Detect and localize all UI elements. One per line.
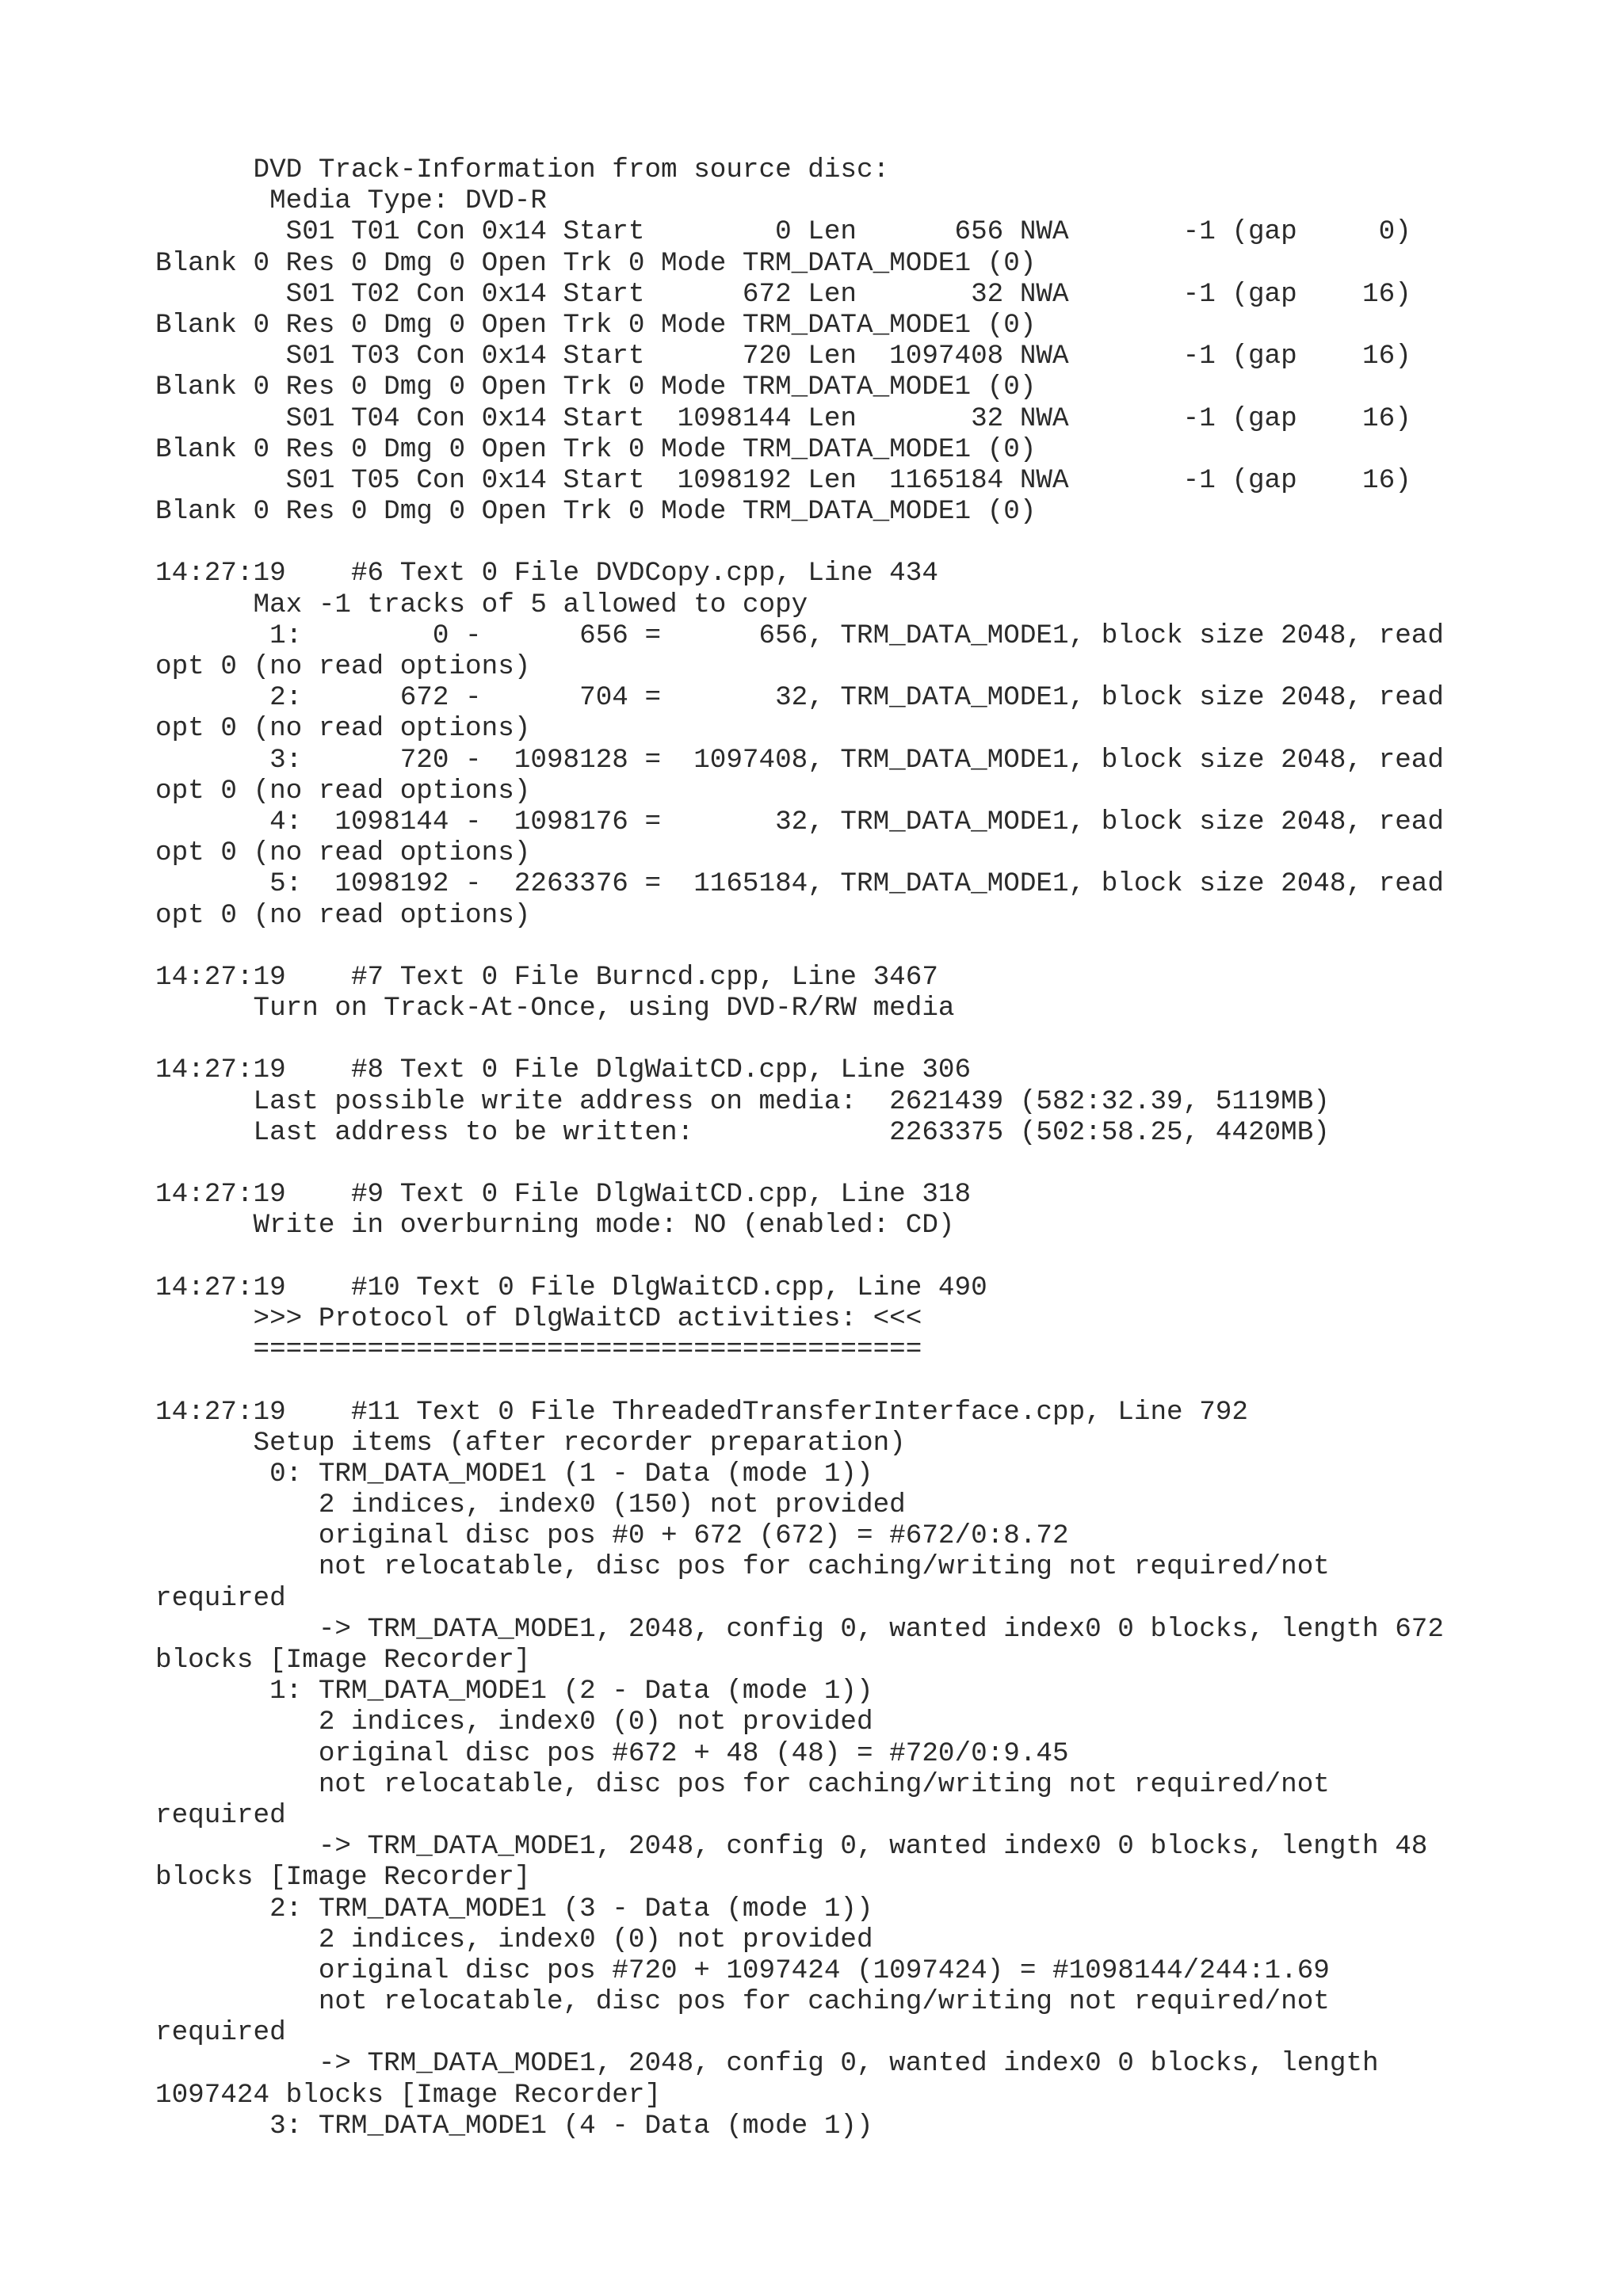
log-line: opt 0 (no read options) <box>155 899 531 931</box>
log-line: opt 0 (no read options) <box>155 651 531 682</box>
log-line: blocks [Image Recorder] <box>155 1645 531 1676</box>
log-line: 1: TRM_DATA_MODE1 (2 - Data (mode 1)) <box>155 1676 873 1707</box>
log-line: Media Type: DVD-R <box>155 185 547 217</box>
log-line: 2 indices, index0 (0) not provided <box>155 1924 873 1955</box>
log-line: 2: TRM_DATA_MODE1 (3 - Data (mode 1)) <box>155 1893 873 1924</box>
log-line: 1097424 blocks [Image Recorder] <box>155 2079 662 2111</box>
log-line: 0: TRM_DATA_MODE1 (1 - Data (mode 1)) <box>155 1458 873 1489</box>
log-line: original disc pos #672 + 48 (48) = #720/0:9.45 <box>155 1737 1069 1769</box>
log-line: 14:27:19 #9 Text 0 File DlgWaitCD.cpp, Line 318 <box>155 1179 972 1211</box>
log-line: 2: 672 - 704 = 32, TRM_DATA_MODE1, block size 2048, read <box>155 682 1444 714</box>
log-line: S01 T05 Con 0x14 Start 1098192 Len 1165184 NWA -1 (gap 16) <box>155 464 1411 496</box>
log-line: 14:27:19 #10 Text 0 File DlgWaitCD.cpp, Line 490 <box>155 1272 987 1303</box>
log-line: required <box>155 1582 286 1614</box>
log-line: original disc pos #0 + 672 (672) = #672/0:8.72 <box>155 1520 1069 1552</box>
log-line <box>155 1365 1598 1396</box>
log-line: not relocatable, disc pos for caching/writing not required/not <box>155 1986 1330 2018</box>
log-line: Blank 0 Res 0 Dmg 0 Open Trk 0 Mode TRM_DATA_MODE1 (0) <box>155 496 1037 528</box>
log-line: opt 0 (no read options) <box>155 775 531 807</box>
log-line: ========================================= <box>155 1334 922 1366</box>
log-line: 14:27:19 #6 Text 0 File DVDCopy.cpp, Line 434 <box>155 558 938 589</box>
log-line: required <box>155 2017 286 2049</box>
log-line: 2 indices, index0 (150) not provided <box>155 1489 906 1521</box>
log-line: Setup items (after recorder preparation) <box>155 1427 906 1459</box>
log-line: 14:27:19 #11 Text 0 File ThreadedTransferInterface.cpp, Line 792 <box>155 1396 1248 1428</box>
log-line: S01 T04 Con 0x14 Start 1098144 Len 32 NWA -1 (gap 16) <box>155 402 1411 434</box>
log-line: original disc pos #720 + 1097424 (1097424) = #1098144/244:1.69 <box>155 1955 1330 1986</box>
log-line: 14:27:19 #8 Text 0 File DlgWaitCD.cpp, Line 306 <box>155 1055 972 1086</box>
log-line: not relocatable, disc pos for caching/writing not required/not <box>155 1551 1330 1583</box>
log-line: -> TRM_DATA_MODE1, 2048, config 0, wanted index0 0 blocks, length 672 <box>155 1613 1444 1645</box>
log-line: Write in overburning mode: NO (enabled: CD) <box>155 1210 955 1241</box>
log-line: opt 0 (no read options) <box>155 713 531 745</box>
log-line: S01 T02 Con 0x14 Start 672 Len 32 NWA -1 (gap 16) <box>155 278 1411 310</box>
log-line <box>155 1148 1598 1179</box>
log-line: Max -1 tracks of 5 allowed to copy <box>155 589 808 620</box>
log-line: -> TRM_DATA_MODE1, 2048, config 0, wanted index0 0 blocks, length <box>155 2048 1379 2080</box>
log-line <box>155 527 1598 558</box>
log-line: Last possible write address on media: 2621439 (582:32.39, 5119MB) <box>155 1085 1330 1117</box>
log-line <box>155 931 1598 962</box>
log-line: -> TRM_DATA_MODE1, 2048, config 0, wanted index0 0 blocks, length 48 <box>155 1831 1428 1863</box>
log-line: S01 T01 Con 0x14 Start 0 Len 656 NWA -1 (gap 0) <box>155 216 1411 248</box>
log-line: Blank 0 Res 0 Dmg 0 Open Trk 0 Mode TRM_DATA_MODE1 (0) <box>155 309 1037 341</box>
log-line: 1: 0 - 656 = 656, TRM_DATA_MODE1, block size 2048, read <box>155 620 1444 651</box>
log-line: DVD Track-Information from source disc: <box>155 154 890 185</box>
log-line: Blank 0 Res 0 Dmg 0 Open Trk 0 Mode TRM_DATA_MODE1 (0) <box>155 433 1037 465</box>
log-line: >>> Protocol of DlgWaitCD activities: <<< <box>155 1302 922 1334</box>
log-line: S01 T03 Con 0x14 Start 720 Len 1097408 NWA -1 (gap 16) <box>155 341 1411 372</box>
log-line <box>155 1024 1598 1055</box>
log-line: 14:27:19 #7 Text 0 File Burncd.cpp, Line 3467 <box>155 961 938 993</box>
log-line: Turn on Track-At-Once, using DVD-R/RW media <box>155 993 955 1024</box>
log-line: 5: 1098192 - 2263376 = 1165184, TRM_DATA_MODE1, block size 2048, read <box>155 868 1444 900</box>
log-line: blocks [Image Recorder] <box>155 1862 531 1894</box>
log-text <box>155 154 1598 2142</box>
log-line: opt 0 (no read options) <box>155 837 531 869</box>
log-line: 2 indices, index0 (0) not provided <box>155 1707 873 1738</box>
log-line: Blank 0 Res 0 Dmg 0 Open Trk 0 Mode TRM_DATA_MODE1 (0) <box>155 372 1037 403</box>
log-line: required <box>155 1799 286 1831</box>
log-line: 3: 720 - 1098128 = 1097408, TRM_DATA_MODE1, block size 2048, read <box>155 744 1444 776</box>
log-line: 4: 1098144 - 1098176 = 32, TRM_DATA_MODE1, block size 2048, read <box>155 806 1444 837</box>
log-line: not relocatable, disc pos for caching/writing not required/not <box>155 1768 1330 1800</box>
log-line: Last address to be written: 2263375 (502:58.25, 4420MB) <box>155 1116 1330 1148</box>
log-line: 3: TRM_DATA_MODE1 (4 - Data (mode 1)) <box>155 2110 873 2142</box>
log-line: Blank 0 Res 0 Dmg 0 Open Trk 0 Mode TRM_DATA_MODE1 (0) <box>155 247 1037 279</box>
log-line <box>155 1241 1598 1272</box>
